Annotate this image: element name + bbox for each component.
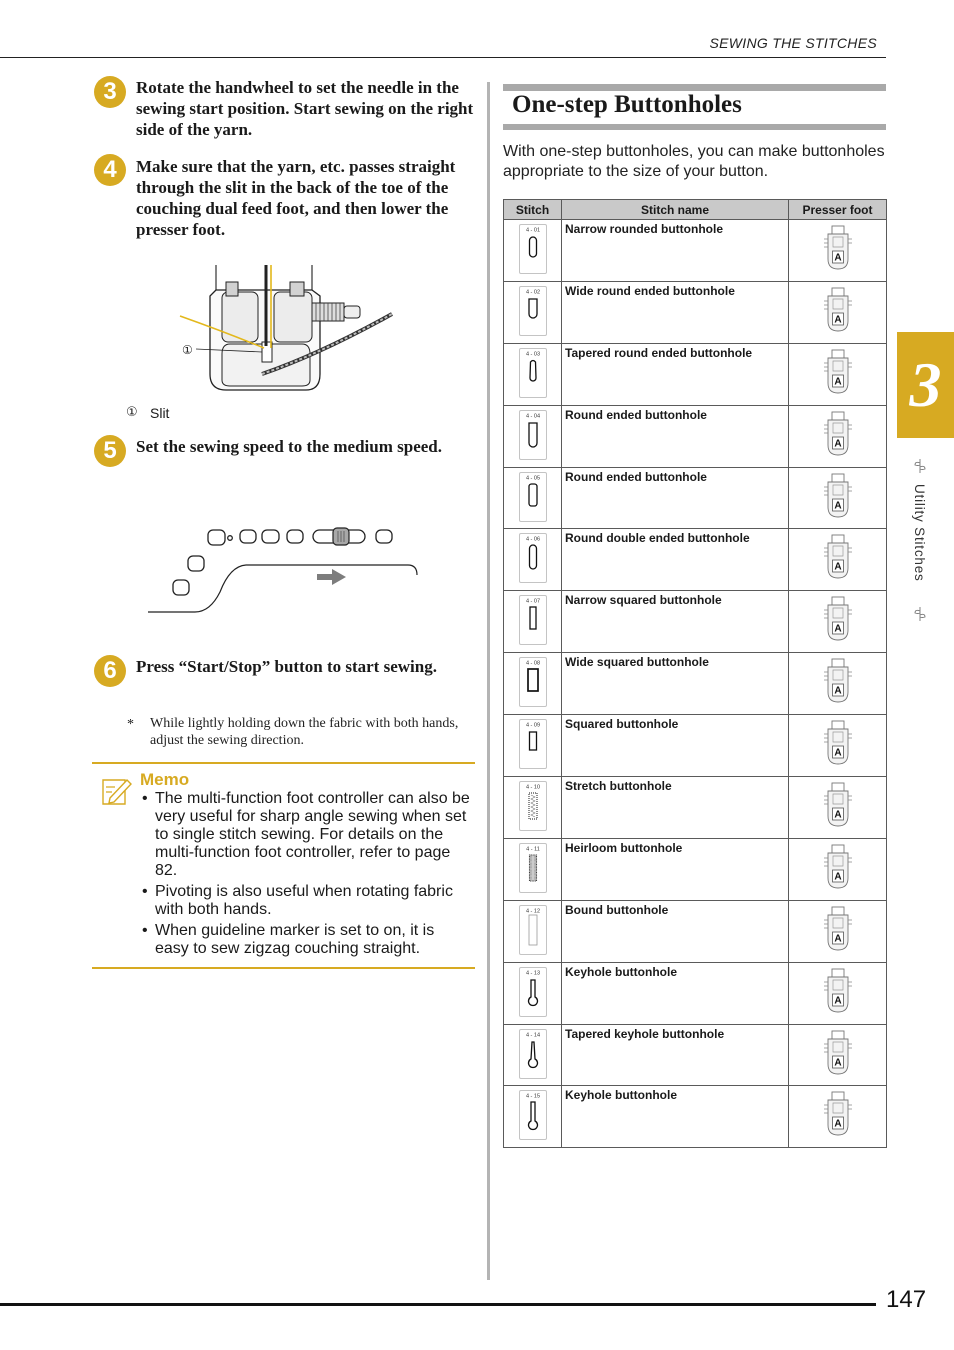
presser-foot-cell [789,653,887,715]
memo-item-text: Pivoting is also useful when rotating fabric with both hands. [155,883,453,918]
presser-foot-icon [823,906,853,952]
presser-foot-cell [789,838,887,900]
presser-foot-icon [823,658,853,704]
stitch-code: 4 - 01 [525,227,540,234]
presser-foot-cell [789,1086,887,1148]
presser-foot-icon [823,720,853,766]
stitch-code: 4 - 04 [525,413,540,420]
stitch-cell [504,653,562,715]
stitch-cell [504,405,562,467]
header-rule [0,57,886,58]
legend-label: Slit [150,405,170,421]
presser-foot-cell [789,962,887,1024]
stitch-cell [504,220,562,282]
presser-foot-letter: A [833,438,842,450]
stitch-cell [504,1024,562,1086]
stitch-name: Heirloom buttonhole [562,838,789,900]
step-number-badge: 3 [94,76,126,108]
step-number-badge: 5 [94,435,126,467]
presser-foot-letter: A [833,871,842,883]
step-instruction: Press “Start/Stop” button to start sewing. [136,657,437,676]
chapter-label: Utility Stitches [912,484,927,582]
table-row [504,405,887,467]
stitch-name: Round ended buttonhole [562,405,789,467]
presser-foot-cell [789,343,887,405]
bound-buttonhole-icon [519,905,547,955]
stretch-buttonhole-icon [519,781,547,831]
table-row [504,838,887,900]
squared-buttonhole-icon [519,719,547,769]
presser-foot-icon [823,968,853,1014]
presser-foot-letter: A [833,376,842,388]
tapered-round-ended-buttonhole-icon [519,348,547,398]
presser-foot-cell [789,529,887,591]
stitch-code: 4 - 03 [525,351,540,358]
ornament-icon [913,458,927,479]
presser-foot-letter: A [833,933,842,945]
presser-foot-letter: A [833,561,842,573]
slit-callout: ① [182,343,193,357]
column-header-stitch-name: Stitch name [562,200,789,220]
bullet: • [142,883,148,900]
memo-title: Memo [140,770,190,789]
wide-squared-buttonhole-icon [519,657,547,707]
table-row [504,281,887,343]
table-row [504,715,887,777]
presser-foot-letter: A [833,685,842,697]
wide-round-ended-buttonhole-icon [519,286,547,336]
note-text: While lightly holding down the fabric with both hands, adjust the sewing direction. [150,716,459,748]
stitch-cell [504,591,562,653]
presser-foot-cell [789,467,887,529]
table-row [504,1024,887,1086]
step-instruction: Set the sewing speed to the medium speed. [136,437,442,456]
stitch-name: Bound buttonhole [562,900,789,962]
bullet: • [142,922,148,939]
stitch-name: Keyhole buttonhole [562,962,789,1024]
memo-list [142,790,472,961]
stitch-cell [504,467,562,529]
stitch-name: Tapered round ended buttonhole [562,343,789,405]
presser-foot-cell [789,715,887,777]
stitch-name: Squared buttonhole [562,715,789,777]
stitch-cell [504,281,562,343]
table-row [504,653,887,715]
couching-foot-illustration [170,262,400,402]
presser-foot-drawing [170,262,400,397]
presser-foot-icon [823,473,853,519]
ornament-icon [913,606,927,627]
legend-marker: ① [126,405,138,420]
table-row [504,591,887,653]
narrow-squared-buttonhole-icon [519,595,547,645]
buttonhole-stitch-table [503,199,887,1148]
stitch-name: Keyhole buttonhole [562,1086,789,1148]
section-intro: With one-step buttonholes, you can make buttonholes appropriate to the size of your button. [503,143,885,180]
presser-foot-icon [823,844,853,890]
presser-foot-cell [789,900,887,962]
table-row [504,962,887,1024]
speed-control-illustration [140,522,425,627]
presser-foot-letter: A [833,1118,842,1130]
table-row [504,220,887,282]
stitch-cell [504,900,562,962]
stitch-code: 4 - 15 [525,1093,540,1100]
stitch-code: 4 - 07 [525,598,540,605]
footer-rule [0,1303,876,1306]
column-header-presser-foot: Presser foot [789,200,887,220]
stitch-cell [504,962,562,1024]
presser-foot-letter: A [833,809,842,821]
memo-bottom-rule [92,967,475,969]
presser-foot-letter: A [833,995,842,1007]
memo-item [142,790,472,880]
table-body [504,220,887,1148]
presser-foot-letter: A [833,1057,842,1069]
title-bottom-bar [503,124,886,130]
table-row [504,343,887,405]
stitch-name: Tapered keyhole buttonhole [562,1024,789,1086]
round-double-ended-buttonhole-icon [519,533,547,583]
presser-foot-icon [823,596,853,642]
bullet: • [142,790,148,807]
stitch-code: 4 - 10 [525,784,540,791]
keyhole-long-buttonhole-icon [519,1090,547,1140]
table-row [504,777,887,839]
presser-foot-cell [789,777,887,839]
page-number: 147 [886,1286,927,1313]
stitch-name: Round ended buttonhole [562,467,789,529]
presser-foot-cell [789,220,887,282]
presser-foot-icon [823,1091,853,1137]
column-header-stitch: Stitch [504,200,562,220]
presser-foot-letter: A [833,500,842,512]
step-number-badge: 4 [94,154,126,186]
stitch-code: 4 - 02 [525,289,540,296]
stitch-name: Wide round ended buttonhole [562,281,789,343]
memo-pencil-icon [101,776,135,811]
presser-foot-icon [823,225,853,271]
table-row [504,1086,887,1148]
presser-foot-cell [789,1024,887,1086]
stitch-cell [504,715,562,777]
stitch-cell [504,777,562,839]
stitch-name: Narrow squared buttonhole [562,591,789,653]
table-row [504,900,887,962]
memo-item-text: When guideline marker is set to on, it is easy to sew zigzag couching straight. [155,922,435,957]
memo-item-text: The multi-function foot controller can also be very useful for sharp angle sewing when set to single stitch sewing. For details on the multi-function foot controller, refer to page 82. [155,790,470,879]
arrow-right-icon [317,569,346,585]
presser-foot-cell [789,405,887,467]
presser-foot-icon [823,349,853,395]
running-header: SEWING THE STITCHES [709,35,877,51]
table-header-row [504,200,887,220]
stitch-cell [504,1086,562,1148]
stitch-code: 4 - 05 [525,475,540,482]
stitch-code: 4 - 13 [525,970,540,977]
memo-top-rule [92,762,475,764]
round-ended-short-buttonhole-icon [519,472,547,522]
stitch-cell [504,529,562,591]
stitch-cell [504,838,562,900]
stitch-cell [504,343,562,405]
presser-foot-icon [823,1030,853,1076]
presser-foot-letter: A [833,314,842,326]
keyhole-buttonhole-icon [519,967,547,1017]
column-divider [487,82,490,1280]
presser-foot-letter: A [833,747,842,759]
section-title: One-step Buttonholes [512,91,742,118]
presser-foot-icon [823,534,853,580]
stitch-code: 4 - 14 [525,1032,540,1039]
round-ended-buttonhole-icon [519,410,547,460]
stitch-name: Stretch buttonhole [562,777,789,839]
table-row [504,467,887,529]
step-instruction: Rotate the handwheel to set the needle in the sewing start position. Start sewing on the right side of the yarn. [136,78,474,139]
narrow-rounded-buttonhole-icon [519,224,547,274]
stitch-code: 4 - 08 [525,660,540,667]
memo-item [142,922,472,958]
step-number-badge: 6 [94,655,126,687]
stitch-code: 4 - 06 [525,536,540,543]
presser-foot-cell [789,281,887,343]
stitch-code: 4 - 12 [525,908,540,915]
presser-foot-letter: A [833,623,842,635]
stitch-name: Narrow rounded buttonhole [562,220,789,282]
stitch-name: Round double ended buttonhole [562,529,789,591]
presser-foot-icon [823,287,853,333]
presser-foot-letter: A [833,252,842,264]
presser-foot-cell [789,591,887,653]
memo-item [142,883,472,919]
chapter-number: 3 [909,349,942,420]
stitch-code: 4 - 11 [525,846,540,853]
presser-foot-icon [823,411,853,457]
speed-control-slider-icon [140,522,425,622]
tapered-keyhole-buttonhole-icon [519,1029,547,1079]
stitch-code: 4 - 09 [525,722,540,729]
stitch-name: Wide squared buttonhole [562,653,789,715]
presser-foot-icon [823,782,853,828]
step-instruction: Make sure that the yarn, etc. passes straight through the slit in the back of the toe of the couching dual feed foot, and then lower the presser foot. [136,157,456,239]
note-marker: * [127,717,134,732]
heirloom-buttonhole-icon [519,843,547,893]
table-row [504,529,887,591]
